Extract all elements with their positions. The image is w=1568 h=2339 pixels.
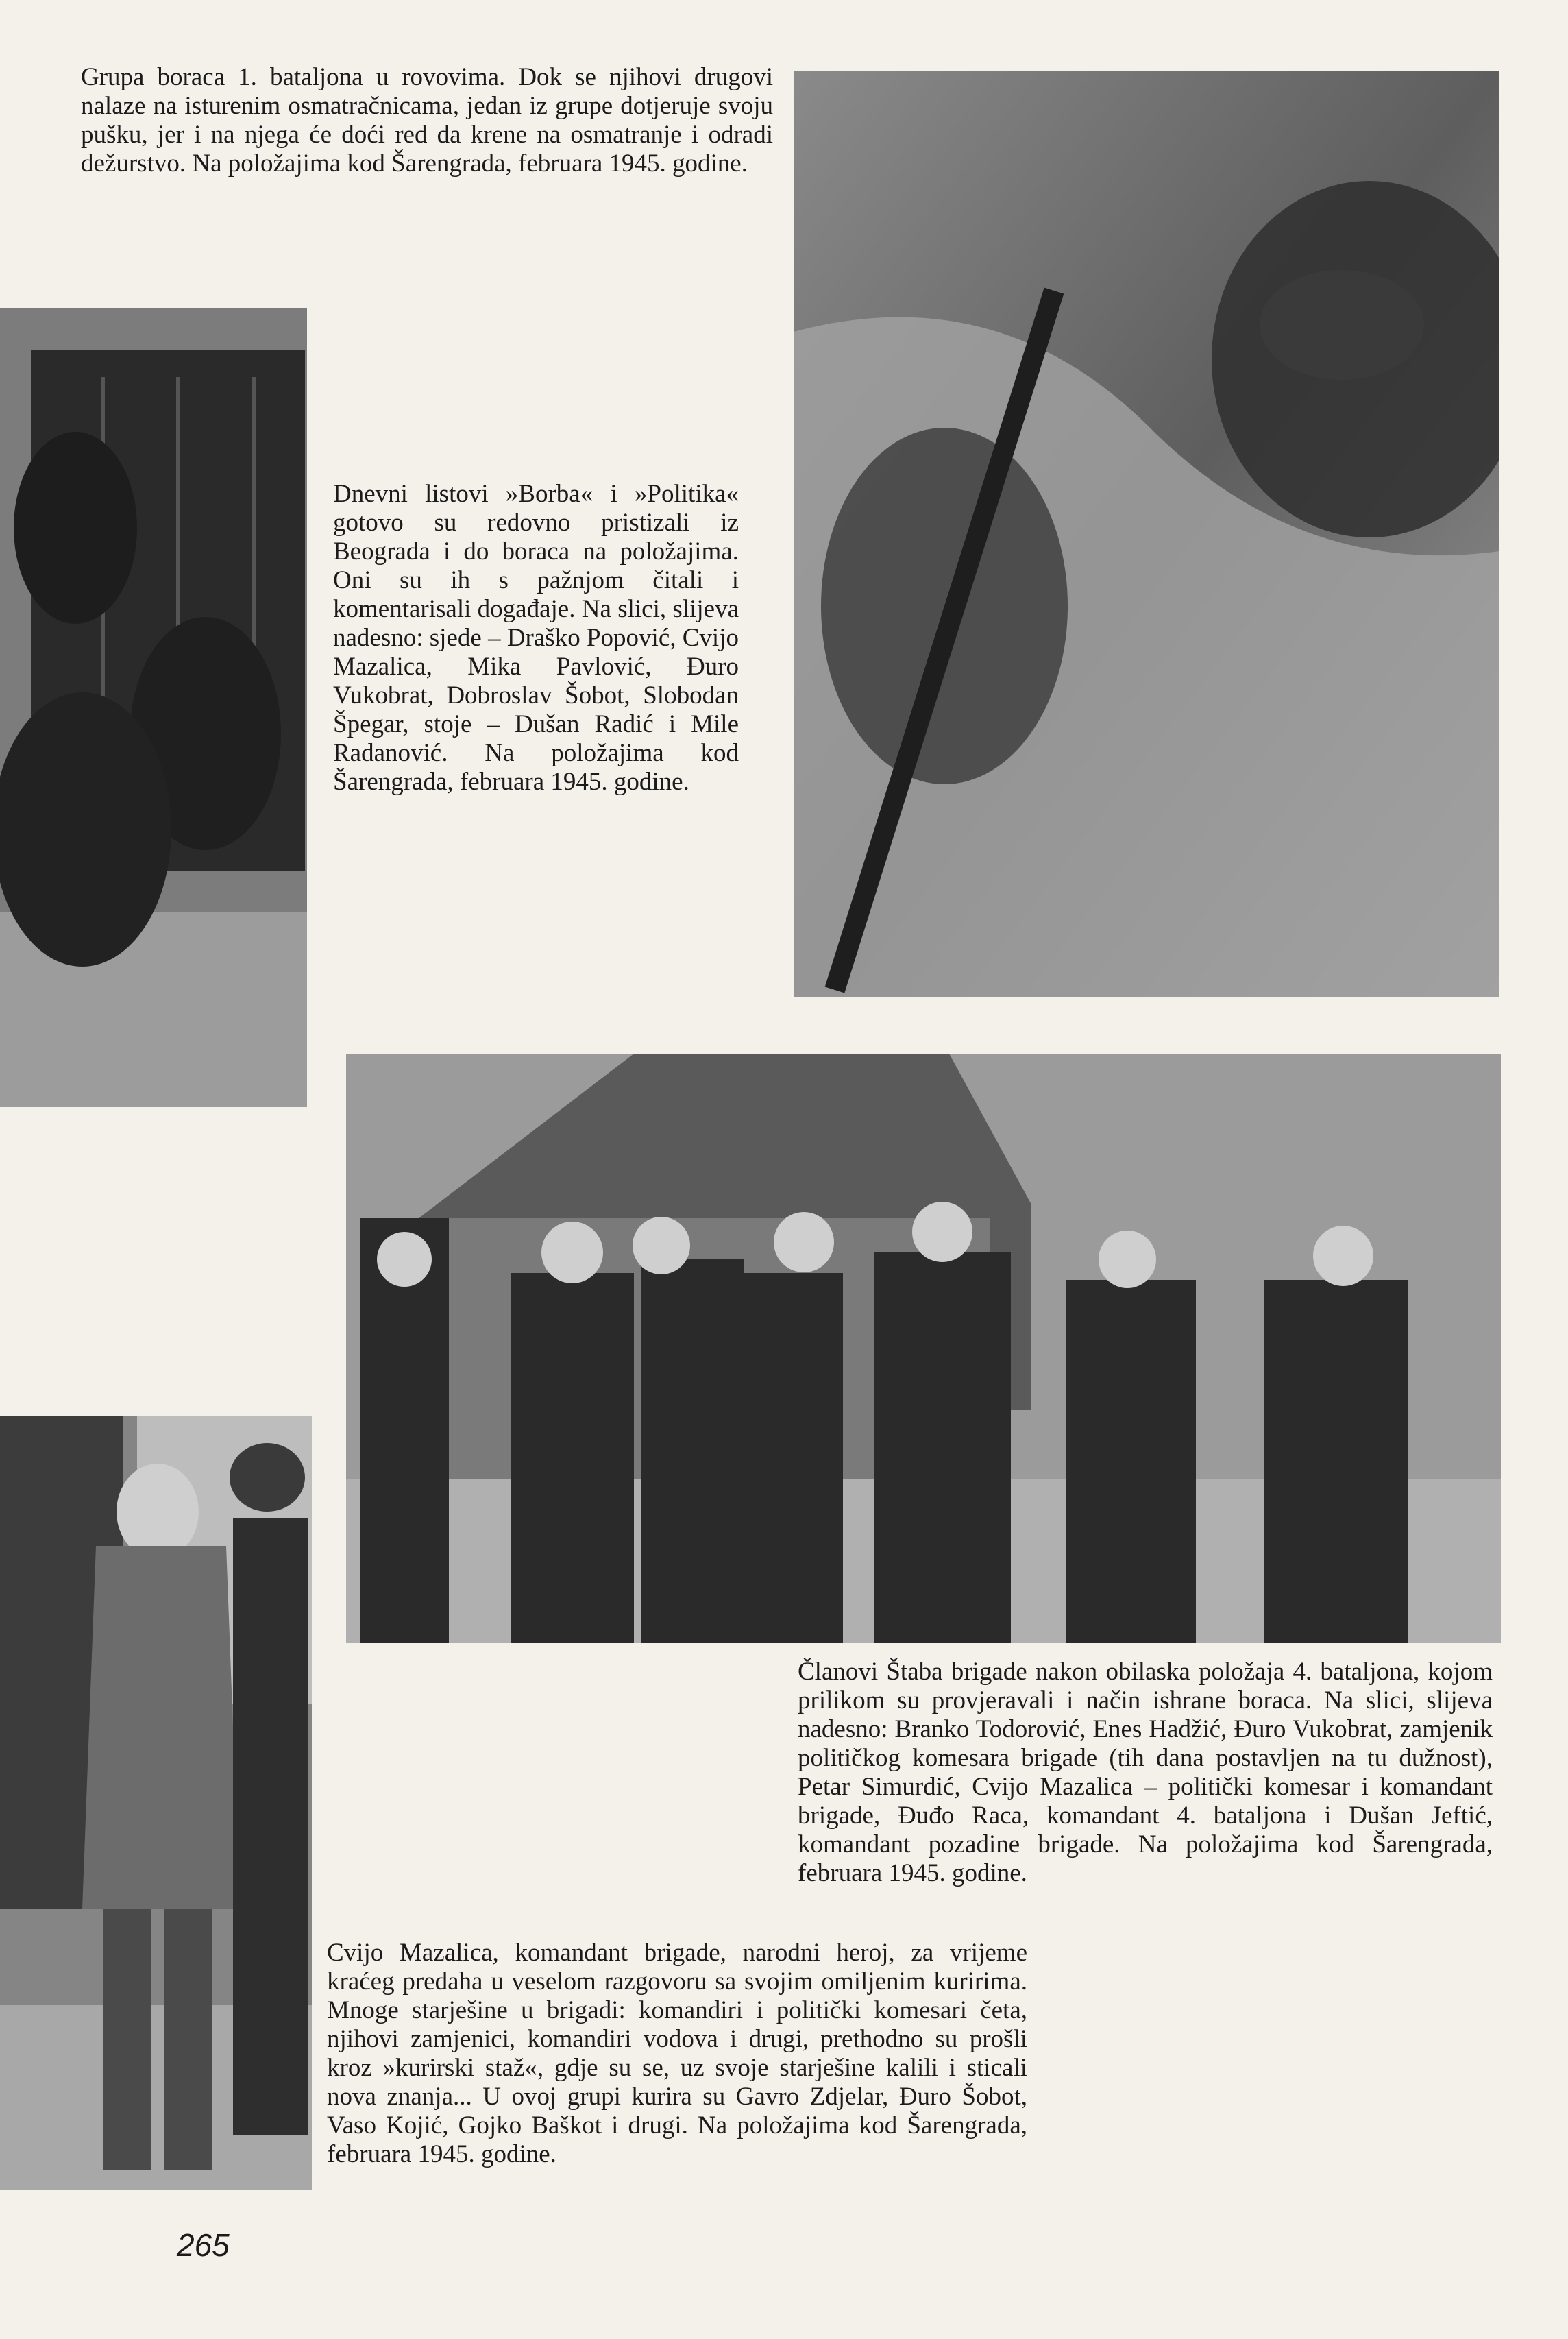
photo-trench-soldiers	[794, 71, 1499, 997]
caption-trench: Grupa boraca 1. bataljona u rovovima. Dok se njihovi drugovi nalaze na isturenim osmatračnicama, jedan iz grupe dotjeruje svoju pušku, jer i na njega će doći red da krene na osmatranje i odradi dežurstvo. Na položajima kod Šarengrada, februara 1945. godine.	[81, 63, 773, 178]
caption-staff: Članovi Štaba brigade nakon obilaska položaja 4. bataljona, kojom prilikom su provjeravali i način ishrane boraca. Na slici, slijeva nadesno: Branko Todorović, Enes Hadžić, Đuro Vukobrat, zamjenik političkog komesara brigade (tih dana postavljen na tu dužnost), Petar Simurdić, Cvijo Mazalica – politički komesar i komandant brigade, Đuđo Raca, komandant 4. bataljona i Dušan Jeftić, komandant pozadine brigade. Na položajima kod Šarengrada, februara 1945. godine.	[798, 1658, 1493, 1887]
caption-couriers: Cvijo Mazalica, komandant brigade, narodni heroj, za vrijeme kraćeg predaha u veselom razgovoru sa svojim omiljenim kuririma. Mnoge starješine u brigadi: komandiri i politički komesari četa, njihovi zamjenici, komandiri vodova i drugi, prethodno su prošli kroz »kurirski staž«, gdje su se, uz svoje starješine kalili i sticali nova znanja... U ovoj grupi kurira su Gavro Zdjelar, Đuro Šobot, Vaso Kojić, Gojko Baškot i drugi. Na položajima kod Šarengrada, februara 1945. godine.	[327, 1939, 1027, 2168]
page-number: 265	[177, 2227, 230, 2263]
photo-couriers	[0, 1416, 312, 2190]
photo-newspaper-readers	[0, 308, 307, 1107]
photo-brigade-staff	[346, 1054, 1501, 1643]
caption-newspapers: Dnevni listovi »Borba« i »Politika« gotovo su redovno pristizali iz Beograda i do boraca na položajima. Oni su ih s pažnjom čitali i komentarisali događaje. Na slici, slijeva nadesno: sjede – Draško Popović, Cvijo Mazalica, Mika Pavlović, Đuro Vukobrat, Dobroslav Šobot, Slobodan Špegar, stoje – Dušan Radić i Mile Radanović. Na položajima kod Šarengrada, februara 1945. godine.	[333, 480, 739, 796]
